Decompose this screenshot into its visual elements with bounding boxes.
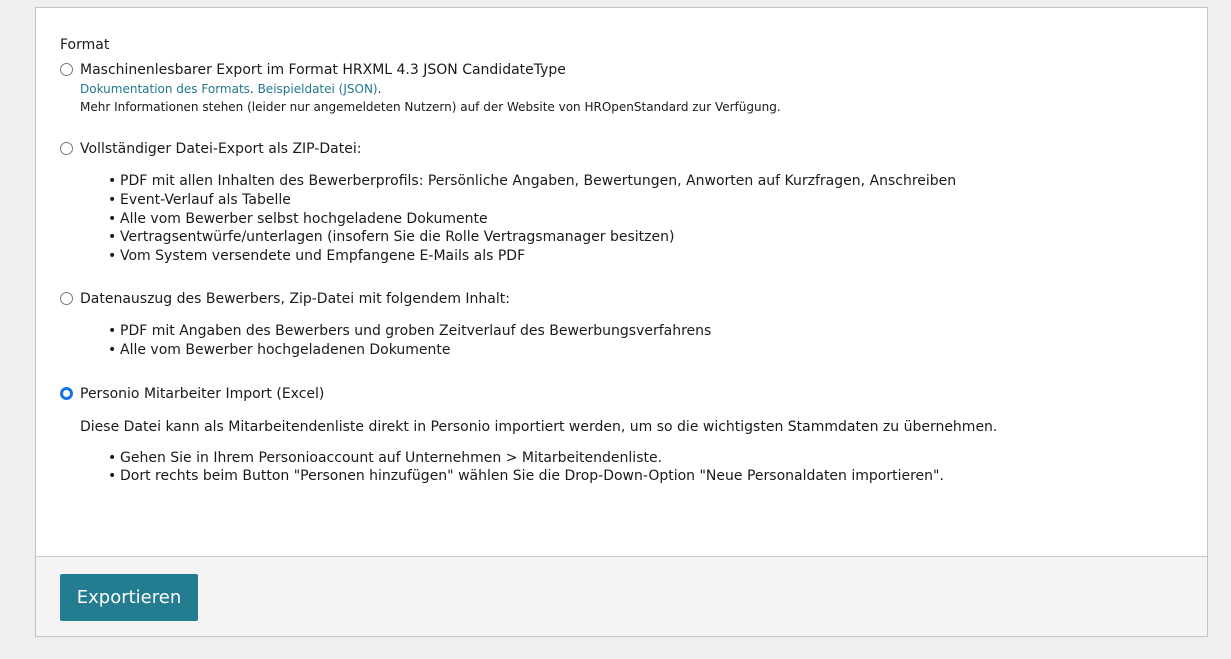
list-item: • Vom System versendete und Empfangene E-Mails als PDF [120,247,1207,266]
full-zip-list [80,172,1207,266]
link-separator: . [249,82,254,96]
personio-description: Diese Datei kann als Mitarbeitendenliste direkt in Personio importiert werden, um so die wichtigsten Stammdaten zu übernehmen. [80,418,998,435]
export-form [36,8,1207,558]
export-button[interactable]: Exportieren [60,574,198,621]
radio-hrxml[interactable] [60,63,73,76]
list-item: • Gehen Sie in Ihrem Personioaccount auf Unternehmen > Mitarbeitendenliste. [120,449,1207,468]
option-personio-import[interactable] [60,384,1207,487]
option-hrxml[interactable] [60,60,1207,116]
option-hrxml-info: Mehr Informationen stehen (leider nur angemeldeten Nutzern) auf der Website von HROpenStandard zur Verfügung. [80,100,781,114]
format-label: Format [60,37,110,53]
list-item: • Vertragsentwürfe/unterlagen (insofern Sie die Rolle Vertragsmanager besitzen) [120,228,1207,247]
list-item: • Alle vom Bewerber hochgeladenen Dokumente [120,341,1207,360]
option-applicant-extract[interactable] [60,289,1207,360]
list-item: • PDF mit allen Inhalten des Bewerberprofils: Persönliche Angaben, Bewertungen, Anworten auf Kurzfragen, Anschreiben [120,172,1207,191]
link-end: . [377,82,382,96]
list-item: • Event-Verlauf als Tabelle [120,191,1207,210]
option-personio-import-label: Personio Mitarbeiter Import (Excel) [80,385,325,402]
radio-applicant-extract[interactable] [60,292,73,305]
personio-steps-list [80,449,1207,487]
list-item: • Alle vom Bewerber selbst hochgeladene Dokumente [120,210,1207,229]
radio-personio-import[interactable] [60,387,73,400]
option-hrxml-label: Maschinenlesbarer Export im Format HRXML 4.3 JSON CandidateType [80,62,566,78]
form-footer [36,556,1207,636]
list-item: • PDF mit Angaben des Bewerbers und groben Zeitverlauf des Bewerbungsverfahrens [120,322,1207,341]
option-hrxml-links [80,80,1207,98]
link-example-file[interactable]: Beispieldatei (JSON) [257,82,378,96]
link-format-docs[interactable]: Dokumentation des Formats [80,82,250,96]
export-panel [35,7,1208,637]
option-applicant-extract-label: Datenauszug des Bewerbers, Zip-Datei mit folgendem Inhalt: [80,290,510,307]
list-item: • Dort rechts beim Button "Personen hinzufügen" wählen Sie die Drop-Down-Option "Neue Personaldaten importieren". [120,467,1207,486]
applicant-extract-list [80,322,1207,360]
radio-full-zip[interactable] [60,142,73,155]
option-full-zip[interactable] [60,139,1207,266]
option-full-zip-label: Vollständiger Datei-Export als ZIP-Datei: [80,141,362,157]
